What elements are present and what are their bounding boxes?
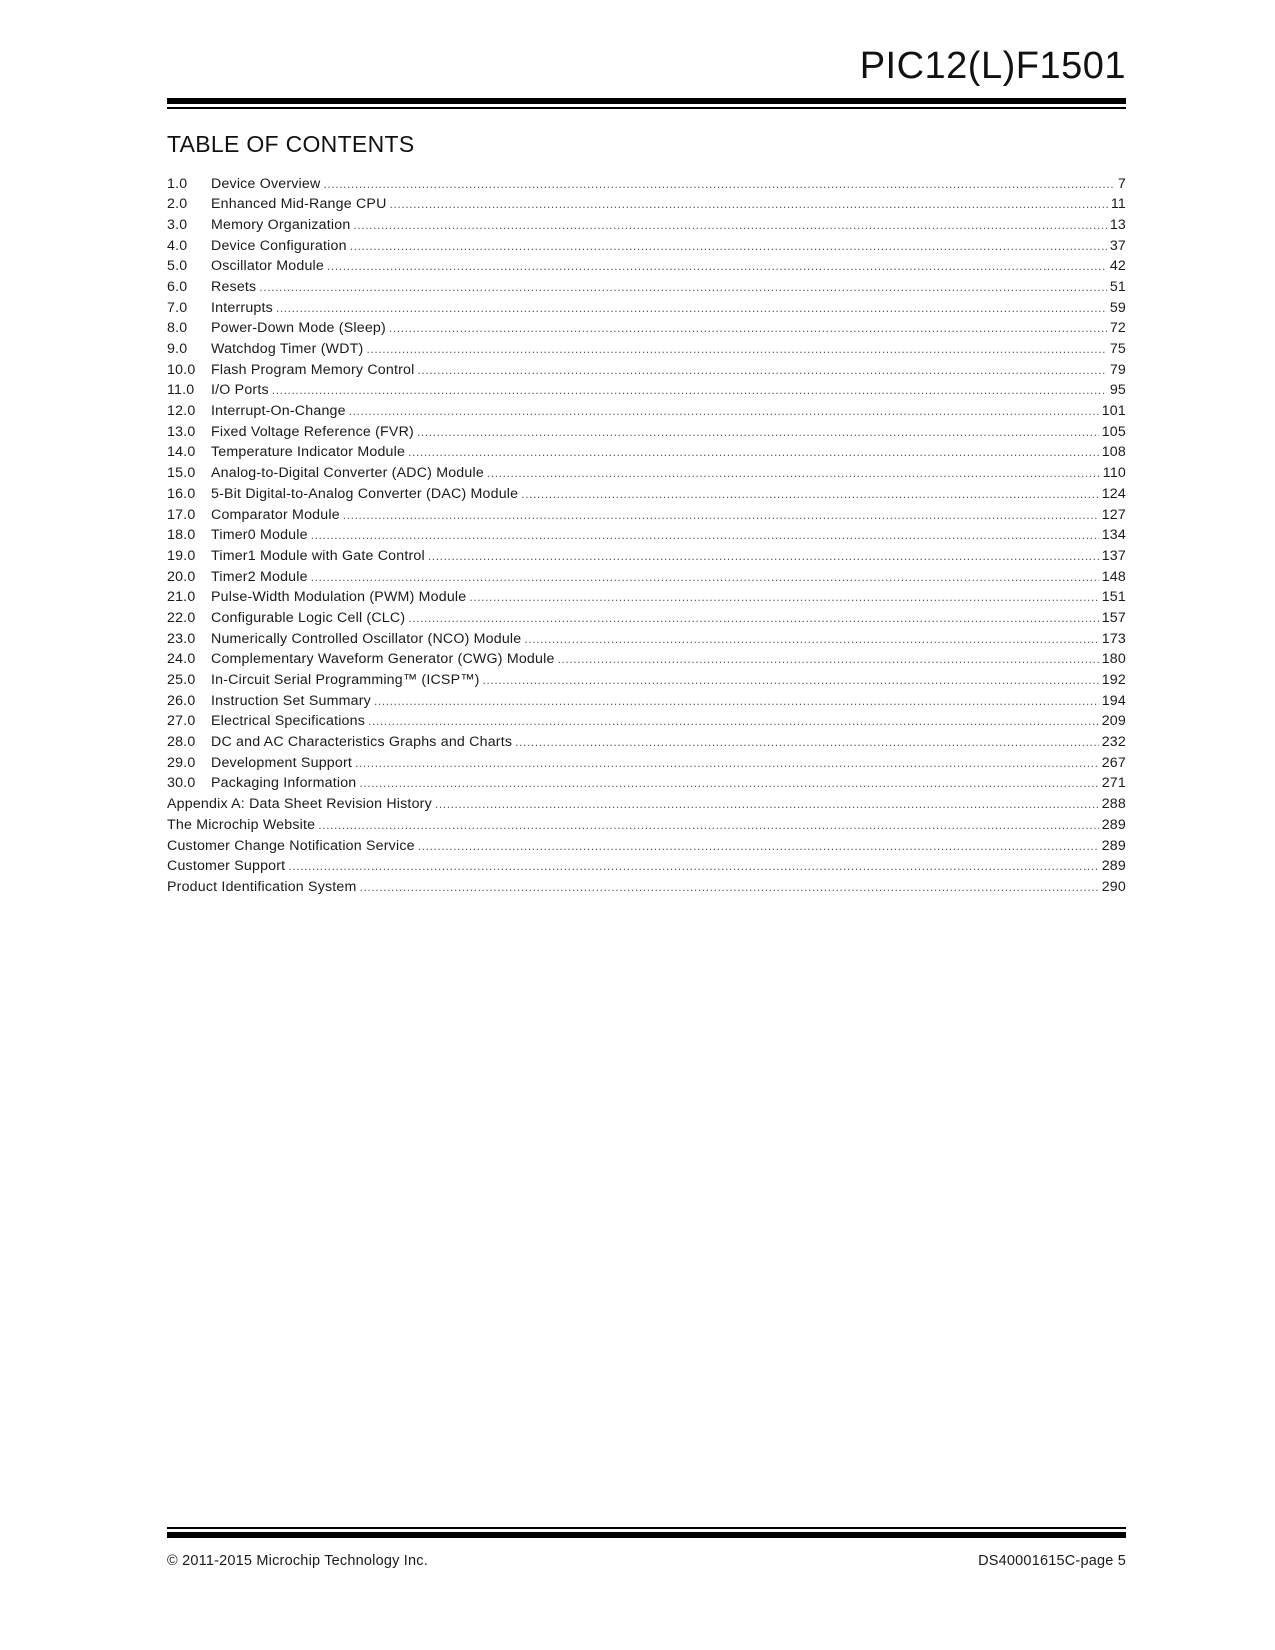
toc-entry-number: 2.0	[167, 196, 188, 213]
toc-entry-label: DC and AC Characteristics Graphs and Charts	[211, 734, 513, 751]
toc-entry-label: Electrical Specifications	[211, 713, 366, 730]
header-rule-thin	[167, 107, 1126, 109]
toc-dot-leader	[408, 442, 1099, 463]
toc-entry-number: 29.0	[167, 754, 196, 771]
toc-entry-page: 51	[1109, 278, 1126, 295]
toc-entry-page: 11	[1110, 196, 1126, 213]
toc-entry-label: Numerically Controlled Oscillator (NCO) Module	[211, 630, 522, 647]
toc-entry-number: 21.0	[167, 589, 196, 606]
toc-entry[interactable]	[167, 463, 1126, 484]
document-title: PIC12(L)F1501	[859, 45, 1126, 87]
toc-entry-number: 27.0	[167, 713, 196, 730]
toc-dot-leader	[366, 339, 1106, 360]
toc-dot-leader	[350, 236, 1107, 257]
toc-entry-number: 6.0	[167, 278, 188, 295]
toc-entry[interactable]	[167, 401, 1126, 422]
toc-dot-leader	[272, 380, 1107, 401]
toc-entry-page: 209	[1101, 713, 1126, 730]
toc-entry-label: Complementary Waveform Generator (CWG) Module	[211, 651, 555, 668]
toc-entry-page: 288	[1101, 796, 1126, 813]
footer-page-number: DS40001615C-page 5	[978, 1553, 1126, 1569]
toc-dot-leader	[368, 711, 1099, 732]
toc-dot-leader	[389, 318, 1107, 339]
toc-entry-page: 59	[1109, 299, 1126, 316]
toc-entry[interactable]	[167, 691, 1126, 712]
toc-entry-page: 105	[1101, 423, 1126, 440]
toc-entry-page: 127	[1101, 506, 1126, 523]
toc-entry[interactable]	[167, 236, 1126, 257]
toc-entry[interactable]	[167, 836, 1126, 857]
toc-entry-label: Development Support	[211, 754, 353, 771]
toc-entry-page: 13	[1109, 216, 1126, 233]
toc-entry-label: Device Configuration	[211, 237, 347, 254]
toc-entry-label: Timer1 Module with Gate Control	[211, 547, 425, 564]
toc-entry[interactable]	[167, 608, 1126, 629]
toc-entry-number: 1.0	[167, 175, 188, 192]
toc-entry-page: 157	[1101, 609, 1126, 626]
toc-entry-number: 17.0	[167, 506, 196, 523]
toc-entry-page: 289	[1101, 837, 1126, 854]
toc-dot-leader	[417, 422, 1099, 443]
toc-entry[interactable]	[167, 525, 1126, 546]
toc-entry-label: Resets	[211, 278, 257, 295]
toc-entry[interactable]	[167, 484, 1126, 505]
toc-entry-label: Timer0 Module	[211, 527, 308, 544]
toc-entry[interactable]	[167, 360, 1126, 381]
toc-entry-label: Timer2 Module	[211, 568, 308, 585]
toc-entry-page: 290	[1101, 878, 1126, 895]
toc-entry-number: 9.0	[167, 341, 188, 357]
toc-entry-page: 148	[1101, 568, 1126, 585]
toc-entry-page: 173	[1101, 630, 1126, 647]
toc-dot-leader	[558, 649, 1099, 670]
toc-entry-number: 10.0	[167, 361, 196, 378]
toc-entry[interactable]	[167, 773, 1126, 794]
toc-dot-leader	[483, 670, 1099, 691]
toc-dot-leader	[418, 836, 1099, 857]
toc-entry-number: 19.0	[167, 547, 196, 564]
toc-dot-leader	[374, 691, 1099, 712]
toc-entry-label: 5-Bit Digital-to-Analog Converter (DAC) Module	[211, 485, 519, 502]
toc-dot-leader	[353, 215, 1106, 236]
toc-entry-number: 15.0	[167, 465, 196, 482]
toc-entry-label: Product Identification System	[167, 878, 357, 895]
toc-entry-number: 26.0	[167, 692, 196, 709]
toc-dot-leader	[428, 546, 1099, 567]
toc-entry-page: 192	[1101, 672, 1126, 688]
toc-entry-label: Customer Change Notification Service	[167, 837, 415, 854]
toc-entry-page: 42	[1109, 258, 1126, 275]
footer-rule-thin	[167, 1527, 1126, 1529]
toc-heading: TABLE OF CONTENTS	[167, 131, 415, 157]
toc-dot-leader	[259, 277, 1106, 298]
toc-dot-leader	[487, 463, 1100, 484]
toc-entry-label: Packaging Information	[211, 775, 357, 792]
toc-dot-leader	[359, 773, 1098, 794]
toc-entry-label: In-Circuit Serial Programming™ (ICSP™)	[211, 672, 480, 688]
toc-dot-leader	[318, 815, 1098, 836]
toc-entry-number: 20.0	[167, 568, 196, 585]
toc-entry[interactable]	[167, 194, 1126, 215]
toc-entry-page: 267	[1101, 754, 1126, 771]
toc-entry-page: 180	[1101, 651, 1126, 668]
toc-entry[interactable]	[167, 380, 1126, 401]
toc-entry[interactable]	[167, 587, 1126, 608]
toc-entry[interactable]	[167, 649, 1126, 670]
toc-entry[interactable]	[167, 567, 1126, 588]
toc-dot-leader	[311, 567, 1099, 588]
toc-entry-number: 30.0	[167, 775, 196, 792]
toc-entry-page: 289	[1101, 816, 1126, 833]
toc-entry[interactable]	[167, 629, 1126, 650]
toc-dot-leader	[323, 174, 1114, 195]
toc-entry-page: 194	[1101, 692, 1126, 709]
toc-entry-number: 16.0	[167, 485, 196, 502]
toc-entry-label: Interrupt-On-Change	[211, 403, 346, 420]
toc-dot-leader	[408, 608, 1098, 629]
toc-entry-page: 72	[1109, 320, 1126, 337]
toc-entry-number: 25.0	[167, 672, 196, 688]
toc-entry-page: 7	[1117, 175, 1126, 192]
toc-entry[interactable]	[167, 711, 1126, 732]
toc-entry-label: The Microchip Website	[167, 816, 316, 833]
footer-rule-thick	[167, 1532, 1126, 1538]
toc-entry-number: 23.0	[167, 630, 196, 647]
toc-list	[167, 174, 1126, 898]
toc-dot-leader	[360, 877, 1099, 898]
toc-entry-page: 37	[1109, 237, 1126, 254]
toc-entry-number: 24.0	[167, 651, 196, 668]
toc-dot-leader	[343, 505, 1099, 526]
toc-entry[interactable]	[167, 442, 1126, 463]
toc-entry-number: 14.0	[167, 444, 196, 461]
toc-entry-label: Memory Organization	[211, 216, 351, 233]
toc-entry-label: Temperature Indicator Module	[211, 444, 406, 461]
toc-entry-number: 12.0	[167, 403, 196, 420]
toc-dot-leader	[288, 856, 1098, 877]
toc-entry-label: Power-Down Mode (Sleep)	[211, 320, 386, 337]
toc-entry-label: Pulse-Width Modulation (PWM) Module	[211, 589, 467, 606]
toc-entry-label: Device Overview	[211, 175, 321, 192]
toc-entry-page: 124	[1101, 485, 1126, 502]
toc-dot-leader	[355, 753, 1099, 774]
toc-entry-page: 108	[1101, 444, 1126, 461]
toc-entry[interactable]	[167, 670, 1126, 691]
toc-entry-number: 5.0	[167, 258, 188, 275]
toc-dot-leader	[515, 732, 1099, 753]
toc-entry[interactable]	[167, 753, 1126, 774]
toc-entry[interactable]	[167, 505, 1126, 526]
toc-entry-label: Analog-to-Digital Converter (ADC) Module	[211, 465, 484, 482]
toc-entry-page: 75	[1109, 341, 1126, 357]
toc-entry-number: 22.0	[167, 609, 196, 626]
header-rule-thick	[167, 98, 1126, 104]
toc-entry-number: 8.0	[167, 320, 188, 337]
toc-dot-leader	[349, 401, 1099, 422]
toc-entry-label: Oscillator Module	[211, 258, 324, 275]
toc-entry-label: Instruction Set Summary	[211, 692, 371, 709]
toc-entry[interactable]	[167, 318, 1126, 339]
toc-entry-page: 151	[1101, 589, 1126, 606]
toc-entry-number: 18.0	[167, 527, 196, 544]
toc-entry[interactable]	[167, 856, 1126, 877]
toc-entry[interactable]	[167, 794, 1126, 815]
toc-entry-label: Watchdog Timer (WDT)	[211, 341, 364, 357]
footer-copyright: © 2011-2015 Microchip Technology Inc.	[167, 1553, 428, 1569]
toc-entry[interactable]	[167, 546, 1126, 567]
toc-entry-label: I/O Ports	[211, 382, 269, 399]
toc-entry-number: 28.0	[167, 734, 196, 751]
toc-entry-page: 101	[1101, 403, 1126, 420]
toc-entry[interactable]	[167, 256, 1126, 277]
toc-entry-label: Customer Support	[167, 858, 286, 875]
toc-entry-number: 7.0	[167, 299, 188, 316]
toc-entry-label: Enhanced Mid-Range CPU	[211, 196, 387, 213]
toc-entry-label: Comparator Module	[211, 506, 340, 523]
toc-entry-page: 134	[1101, 527, 1126, 544]
toc-entry-page: 95	[1109, 382, 1126, 399]
toc-entry[interactable]	[167, 174, 1126, 195]
toc-entry-page: 137	[1101, 547, 1126, 564]
toc-dot-leader	[524, 629, 1098, 650]
toc-entry-label: Interrupts	[211, 299, 273, 316]
toc-entry-label: Fixed Voltage Reference (FVR)	[211, 423, 414, 440]
toc-entry[interactable]	[167, 339, 1126, 360]
toc-entry[interactable]	[167, 298, 1126, 319]
toc-dot-leader	[521, 484, 1098, 505]
toc-entry-label: Flash Program Memory Control	[211, 361, 415, 378]
toc-entry[interactable]	[167, 215, 1126, 236]
toc-entry-number: 4.0	[167, 237, 188, 254]
toc-entry[interactable]	[167, 877, 1126, 898]
toc-entry-label: Appendix A: Data Sheet Revision History	[167, 796, 432, 813]
toc-dot-leader	[435, 794, 1099, 815]
toc-entry-page: 79	[1109, 361, 1126, 378]
toc-dot-leader	[418, 360, 1107, 381]
toc-entry-page: 289	[1101, 858, 1126, 875]
toc-dot-leader	[311, 525, 1099, 546]
toc-entry-number: 13.0	[167, 423, 196, 440]
toc-entry[interactable]	[167, 815, 1126, 836]
toc-dot-leader	[390, 194, 1108, 215]
toc-entry[interactable]	[167, 277, 1126, 298]
toc-entry-number: 3.0	[167, 216, 188, 233]
toc-entry-label: Configurable Logic Cell (CLC)	[211, 609, 406, 626]
toc-dot-leader	[276, 298, 1107, 319]
toc-entry-page: 232	[1101, 734, 1126, 751]
toc-entry[interactable]	[167, 422, 1126, 443]
toc-entry[interactable]	[167, 732, 1126, 753]
toc-entry-page: 271	[1101, 775, 1126, 792]
toc-dot-leader	[327, 256, 1107, 277]
toc-entry-number: 11.0	[167, 382, 195, 399]
toc-dot-leader	[469, 587, 1098, 608]
toc-entry-page: 110	[1102, 465, 1126, 482]
